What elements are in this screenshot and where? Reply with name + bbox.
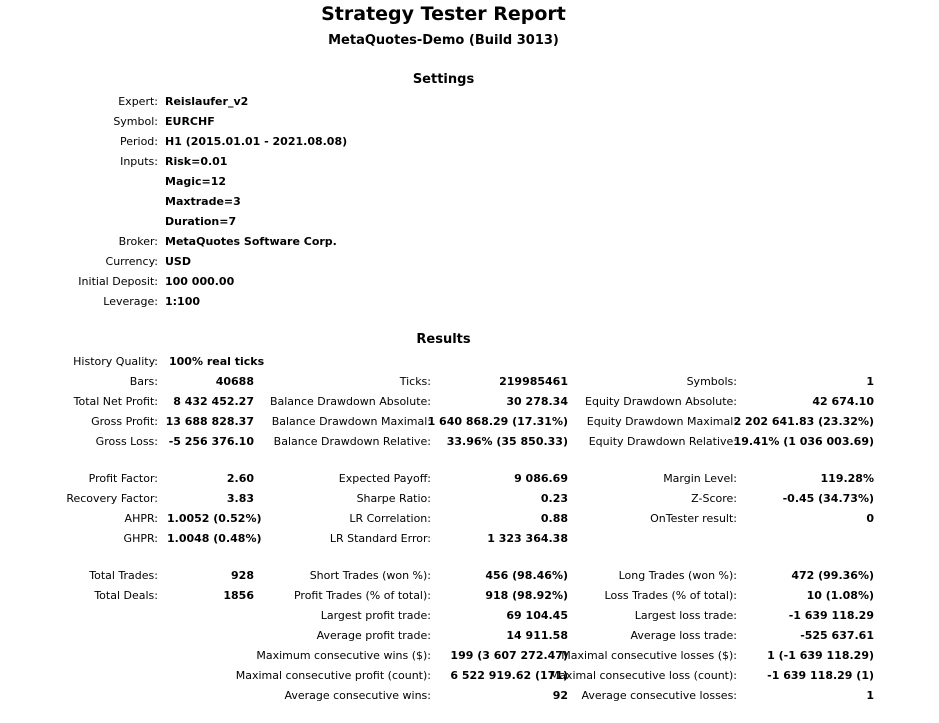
col3-label: Average loss trade: <box>630 629 737 642</box>
col2-label: LR Correlation: <box>349 512 431 525</box>
col2-label: Largest profit trade: <box>320 609 431 622</box>
col3-label: Maximal consecutive loss (count): <box>549 669 737 682</box>
col1-label: Total Deals: <box>94 589 158 602</box>
col2-label: Ticks: <box>399 375 431 388</box>
col2-value: 33.96% (35 850.33) <box>446 435 568 448</box>
col1-value: 2.60 <box>226 472 254 485</box>
col2-label: Profit Trades (% of total): <box>293 589 431 602</box>
col2-label: LR Standard Error: <box>329 532 431 545</box>
col3-value: 19.41% (1 036 003.69) <box>733 435 874 448</box>
input-maxtrade: Maxtrade=3 <box>165 195 241 208</box>
broker-label: Broker: <box>118 235 158 248</box>
col2-label: Short Trades (won %): <box>309 569 431 582</box>
col3-value: 0 <box>866 512 874 525</box>
col1-label: Profit Factor: <box>88 472 158 485</box>
col1-value: 13 688 828.37 <box>165 415 254 428</box>
col3-value: -525 637.61 <box>800 629 874 642</box>
col1-value: 1.0048 (0.48%) <box>167 532 262 545</box>
col3-value: -1 639 118.29 (1) <box>767 669 874 682</box>
col3-label: Z-Score: <box>691 492 737 505</box>
col1-label: Gross Profit: <box>91 415 158 428</box>
expert-value: Reislaufer_v2 <box>165 95 249 108</box>
col1-value: 928 <box>231 569 254 582</box>
col1-label: Total Trades: <box>89 569 158 582</box>
col2-value: 456 (98.46%) <box>485 569 568 582</box>
input-risk: Risk=0.01 <box>165 155 228 168</box>
col3-value: 10 (1.08%) <box>806 589 874 602</box>
col2-value: 1 323 364.38 <box>487 532 568 545</box>
input-duration: Duration=7 <box>165 215 237 228</box>
col1-value: -5 256 376.10 <box>168 435 254 448</box>
leverage-value: 1:100 <box>165 295 201 308</box>
report-title: Strategy Tester Report <box>321 3 566 25</box>
col2-value: 219985461 <box>499 375 568 388</box>
col1-value: 3.83 <box>226 492 254 505</box>
deposit-value: 100 000.00 <box>165 275 235 288</box>
col1-value: 1.0052 (0.52%) <box>167 512 262 525</box>
col2-label: Average consecutive wins: <box>284 689 431 702</box>
col1-label: GHPR: <box>123 532 158 545</box>
col3-value: -0.45 (34.73%) <box>782 492 874 505</box>
col2-value: 0.23 <box>540 492 568 505</box>
col1-value: 40688 <box>215 375 254 388</box>
currency-label: Currency: <box>105 255 158 268</box>
col3-value: 1 <box>866 375 874 388</box>
col3-value: 1 (-1 639 118.29) <box>767 649 874 662</box>
col1-label: AHPR: <box>124 512 158 525</box>
report-subtitle: MetaQuotes-Demo (Build 3013) <box>328 33 559 48</box>
col1-label: Recovery Factor: <box>66 492 158 505</box>
leverage-label: Leverage: <box>103 295 158 308</box>
col1-label: Bars: <box>129 375 158 388</box>
col3-value: 42 674.10 <box>812 395 874 408</box>
col2-value: 69 104.45 <box>506 609 568 622</box>
period-label: Period: <box>119 135 158 148</box>
symbol-value: EURCHF <box>165 115 215 128</box>
period-value: H1 (2015.01.01 - 2021.08.08) <box>165 135 348 148</box>
input-magic: Magic=12 <box>165 175 227 188</box>
col2-label: Sharpe Ratio: <box>356 492 431 505</box>
col3-label: Margin Level: <box>663 472 737 485</box>
history-quality-label: History Quality: <box>73 355 158 368</box>
broker-value: MetaQuotes Software Corp. <box>165 235 337 248</box>
settings-heading: Settings <box>412 72 475 87</box>
col3-label: Long Trades (won %): <box>618 569 737 582</box>
col2-value: 199 (3 607 272.47) <box>450 649 568 662</box>
col2-value: 918 (98.92%) <box>485 589 568 602</box>
col3-label: Equity Drawdown Absolute: <box>585 395 737 408</box>
col2-value: 1 640 868.29 (17.31%) <box>427 415 568 428</box>
col3-label: Equity Drawdown Maximal: <box>586 415 737 428</box>
expert-label: Expert: <box>118 95 158 108</box>
col3-label: Average consecutive losses: <box>581 689 737 702</box>
col3-value: -1 639 118.29 <box>788 609 874 622</box>
col2-value: 0.88 <box>540 512 568 525</box>
history-quality-value: 100% real ticks <box>169 355 265 368</box>
col2-label: Balance Drawdown Relative: <box>273 435 431 448</box>
col2-value: 92 <box>552 689 568 702</box>
col3-value: 2 202 641.83 (23.32%) <box>733 415 874 428</box>
col2-label: Maximum consecutive wins ($): <box>256 649 431 662</box>
col2-label: Expected Payoff: <box>338 472 431 485</box>
deposit-label: Initial Deposit: <box>78 275 158 288</box>
col3-label: OnTester result: <box>650 512 737 525</box>
col3-value: 119.28% <box>820 472 874 485</box>
col3-label: Largest loss trade: <box>634 609 737 622</box>
col3-label: Equity Drawdown Relative: <box>588 435 737 448</box>
col2-value: 9 086.69 <box>514 472 568 485</box>
col1-label: Gross Loss: <box>95 435 158 448</box>
col2-value: 30 278.34 <box>506 395 568 408</box>
col1-label: Total Net Profit: <box>73 395 158 408</box>
symbol-label: Symbol: <box>113 115 158 128</box>
col1-value: 8 432 452.27 <box>173 395 254 408</box>
col2-label: Maximal consecutive profit (count): <box>235 669 431 682</box>
col2-label: Balance Drawdown Absolute: <box>269 395 431 408</box>
col3-value: 472 (99.36%) <box>791 569 874 582</box>
col2-label: Balance Drawdown Maximal: <box>271 415 431 428</box>
col3-label: Symbols: <box>686 375 737 388</box>
col3-value: 1 <box>866 689 874 702</box>
results-heading: Results <box>416 332 471 347</box>
col3-label: Loss Trades (% of total): <box>604 589 737 602</box>
col2-value: 6 522 919.62 (171) <box>450 669 568 682</box>
col2-value: 14 911.58 <box>506 629 568 642</box>
inputs-label: Inputs: <box>120 155 158 168</box>
col3-label: Maximal consecutive losses ($): <box>561 649 737 662</box>
col2-label: Average profit trade: <box>316 629 431 642</box>
currency-value: USD <box>165 255 191 268</box>
col1-value: 1856 <box>223 589 254 602</box>
